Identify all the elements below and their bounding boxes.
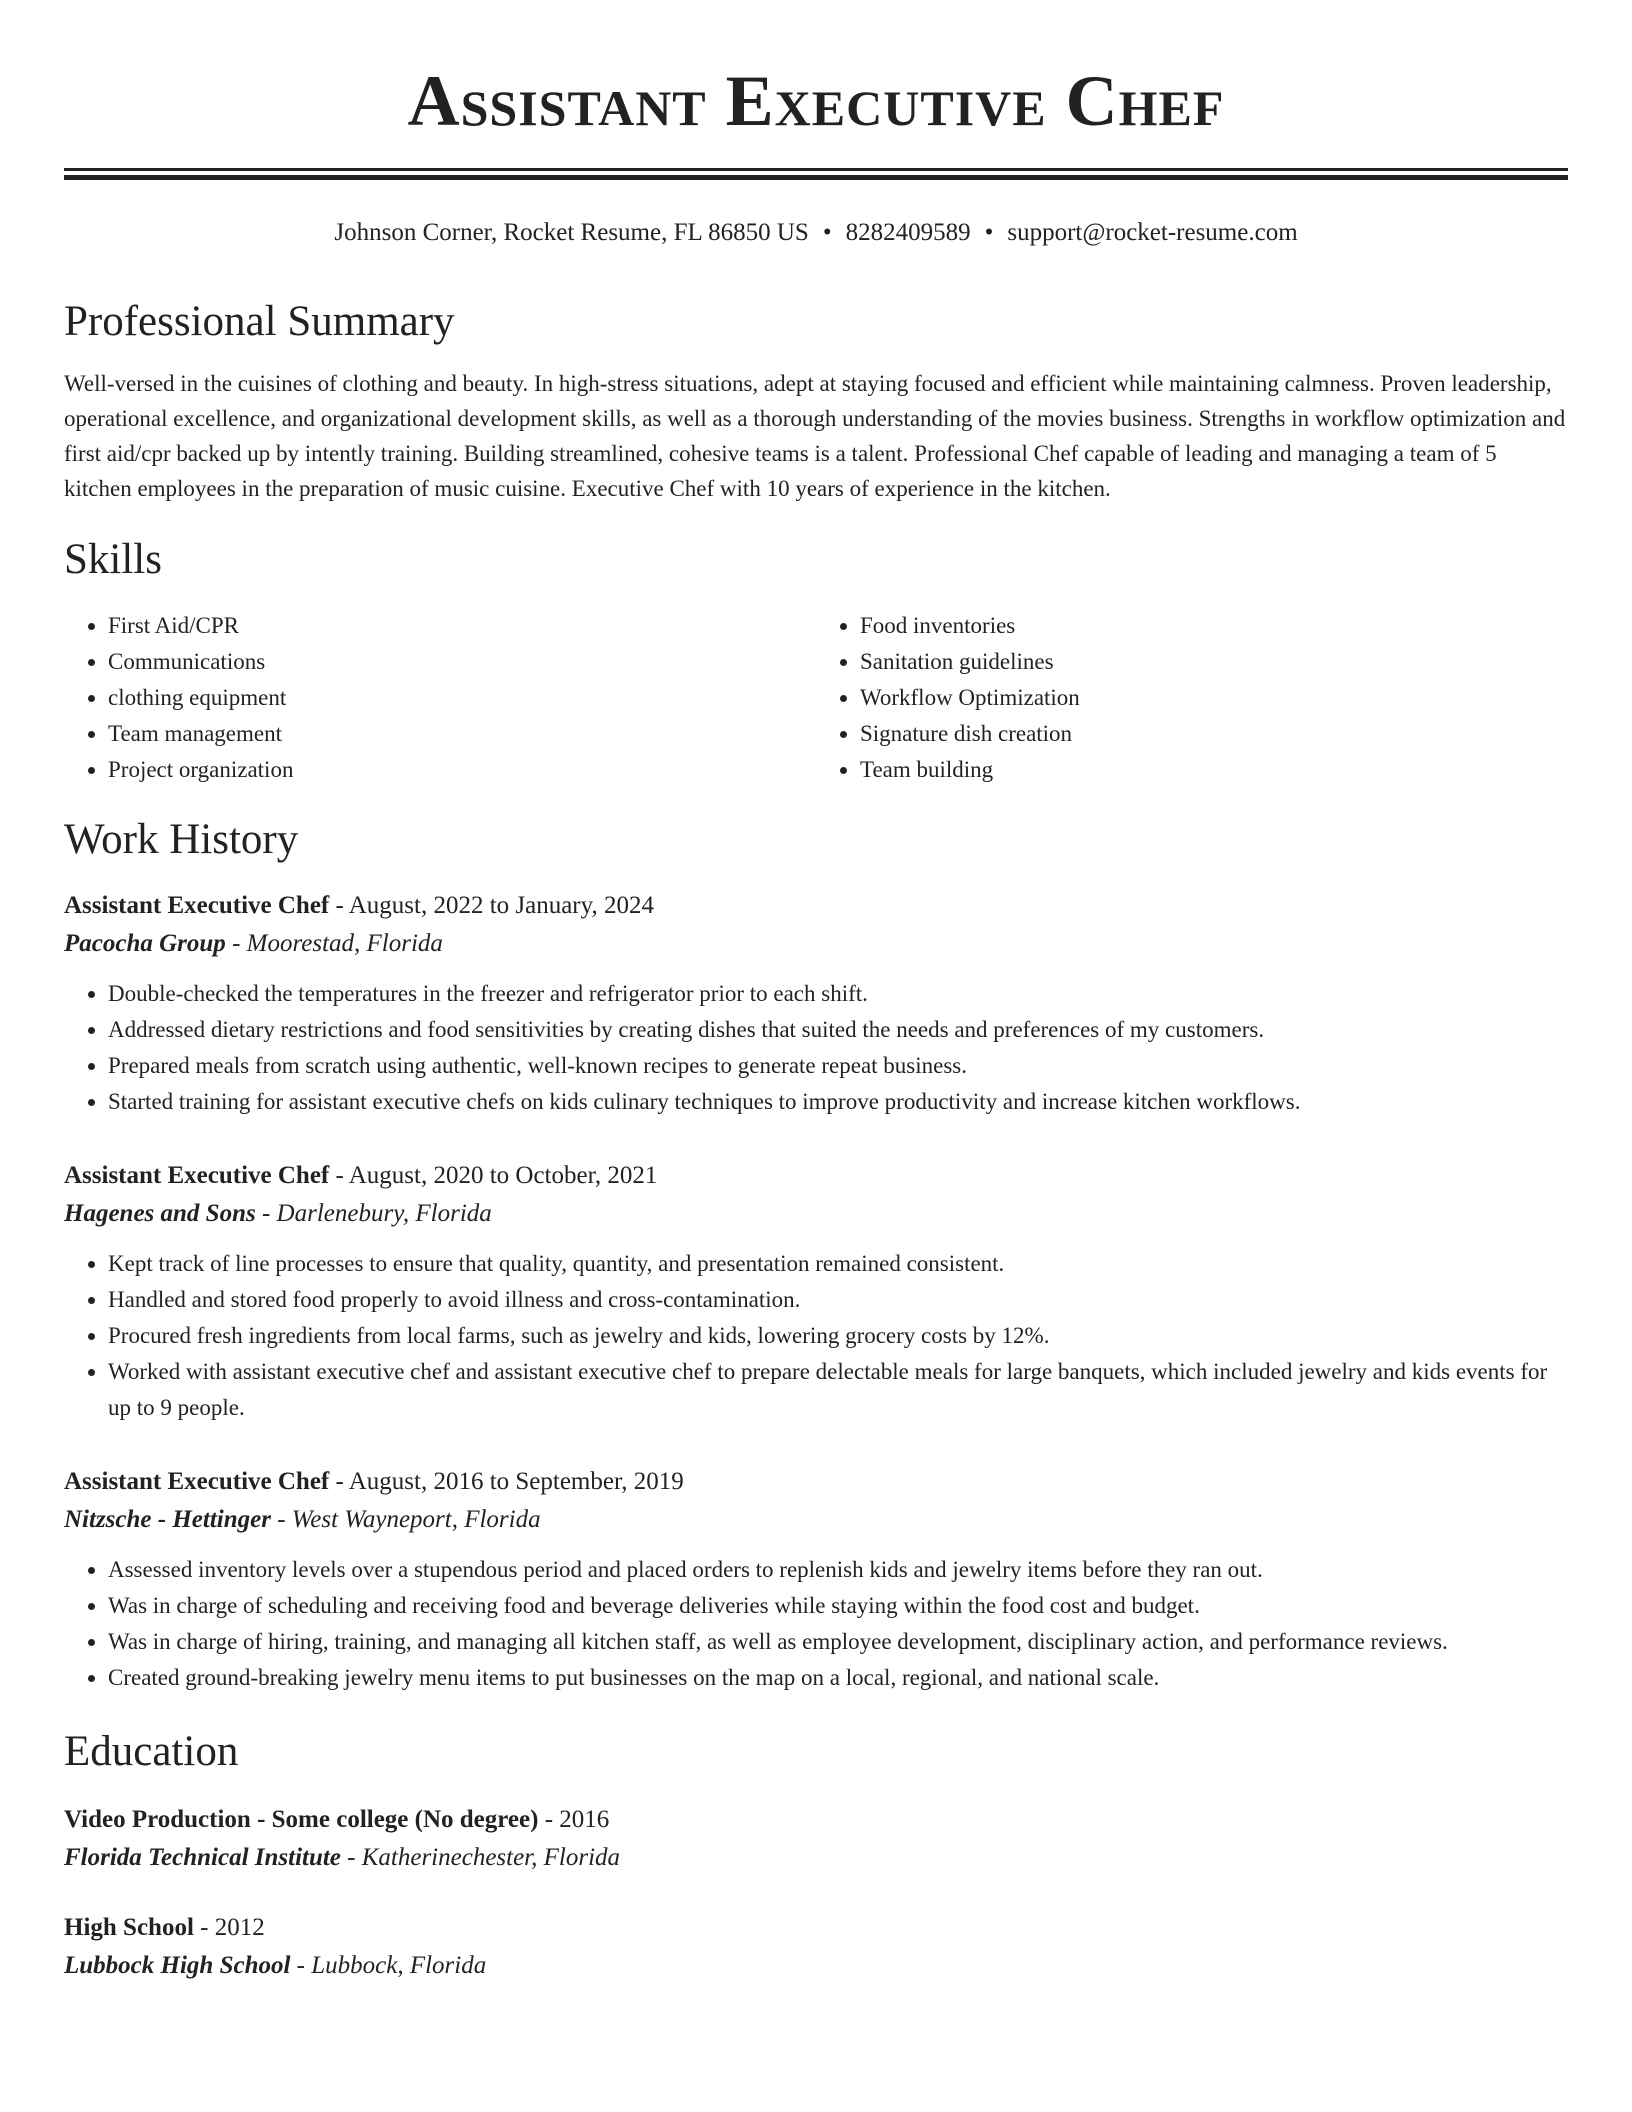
job-dates: - August, 2020 to October, 2021 [329, 1162, 658, 1189]
education-year: - 2016 [538, 1806, 610, 1833]
skill-item: • First Aid/CPR [108, 608, 816, 644]
education-degree: Video Production - Some college (No degree) [64, 1806, 539, 1833]
skills-section [64, 534, 1568, 788]
skills-list-right [816, 608, 1568, 788]
job-location: - West Wayneport, Florida [270, 1506, 541, 1533]
education-school-line [64, 1840, 1568, 1876]
professional-summary-section [64, 296, 1568, 506]
job-title: Assistant Executive Chef [64, 1468, 330, 1495]
skill-item: • Food inventories [860, 608, 1568, 644]
education-school-line [64, 1948, 1568, 1984]
job-bullet: • Prepared meals from scratch using authentic, well-known recipes to generate repeat business. [108, 1048, 1568, 1084]
job-entry [64, 888, 1568, 1120]
education-entry [64, 1910, 1568, 1984]
contact-phone: 8282409589 [845, 219, 971, 246]
skills-list-left [64, 608, 816, 788]
education-school: Lubbock High School [64, 1952, 291, 1979]
job-dates: - August, 2016 to September, 2019 [329, 1468, 684, 1495]
job-header [64, 1464, 1568, 1500]
job-bullet: • Double-checked the temperatures in the freezer and refrigerator prior to each shift. [108, 976, 1568, 1012]
education-header [64, 1802, 1568, 1838]
job-entry [64, 1158, 1568, 1426]
skill-item: • Team building [860, 752, 1568, 788]
education-location: - Lubbock, Florida [290, 1952, 487, 1979]
job-title: Assistant Executive Chef [64, 892, 330, 919]
resume-title: Assistant Executive Chef [407, 61, 1225, 141]
education-header [64, 1910, 1568, 1946]
section-heading-work-history: Work History [64, 816, 299, 863]
job-location: - Darlenebury, Florida [255, 1200, 492, 1227]
contact-address: Johnson Corner, Rocket Resume, FL 86850 US [334, 219, 809, 246]
job-employer [64, 1502, 1568, 1538]
education-school: Florida Technical Institute [64, 1844, 341, 1871]
job-bullets [64, 1552, 1568, 1696]
skill-item: • Workflow Optimization [860, 680, 1568, 716]
job-bullet: • Procured fresh ingredients from local farms, such as jewelry and kids, lowering grocery costs by 12%. [108, 1318, 1568, 1354]
job-bullets [64, 976, 1568, 1120]
job-bullet: • Assessed inventory levels over a stupendous period and placed orders to replenish kids and jewelry items before they ran out. [108, 1552, 1568, 1588]
skill-item: • Project organization [108, 752, 816, 788]
skill-item: • Sanitation guidelines [860, 644, 1568, 680]
job-header [64, 1158, 1568, 1194]
education-location: - Katherinechester, Florida [340, 1844, 621, 1871]
job-dates: - August, 2022 to January, 2024 [329, 892, 655, 919]
header-double-rule [64, 168, 1568, 180]
job-bullet: • Handled and stored food properly to avoid illness and cross-contamination. [108, 1282, 1568, 1318]
job-title: Assistant Executive Chef [64, 1162, 330, 1189]
job-bullet: • Addressed dietary restrictions and food sensitivities by creating dishes that suited the needs and preferences of my customers. [108, 1012, 1568, 1048]
education-year: - 2012 [193, 1914, 265, 1941]
job-employer [64, 1196, 1568, 1232]
skill-item: • Signature dish creation [860, 716, 1568, 752]
job-bullet: • Created ground-breaking jewelry menu items to put businesses on the map on a local, regional, and national scale. [108, 1660, 1568, 1696]
job-company: Pacocha Group [64, 930, 226, 957]
summary-text: Well-versed in the cuisines of clothing and beauty. In high-stress situations, adept at staying focused and efficient while maintaining calmness. Proven leadership, operational excellence, and organizational development skills, as well as a thorough understanding of the movies business. Strengths in workflow optimization and first aid/cpr backed up by intently training. Building streamlined, cohesive teams is a talent. Professional Chef capable of leading and managing a team of 5 kitchen employees in the preparation of music cuisine. Executive Chef with 10 years of experience in the kitchen. [64, 371, 1566, 501]
job-bullet: • Was in charge of hiring, training, and managing all kitchen staff, as well as employee development, disciplinary action, and performance reviews. [108, 1624, 1568, 1660]
job-employer [64, 926, 1568, 962]
job-bullets [64, 1246, 1568, 1426]
education-entry [64, 1802, 1568, 1876]
job-location: - Moorestad, Florida [225, 930, 443, 957]
contact-separator: • [984, 219, 994, 246]
job-header [64, 888, 1568, 924]
job-bullet: • Kept track of line processes to ensure that quality, quantity, and presentation remained consistent. [108, 1246, 1568, 1282]
contact-separator: • [822, 219, 832, 246]
job-company: Nitzsche - Hettinger [64, 1506, 271, 1533]
education-degree: High School [64, 1914, 194, 1941]
job-entry [64, 1464, 1568, 1696]
work-history-section [64, 814, 1568, 1696]
job-bullet: • Was in charge of scheduling and receiving food and beverage deliveries while staying within the food cost and budget. [108, 1588, 1568, 1624]
contact-email: support@rocket-resume.com [1007, 219, 1298, 246]
job-bullet: • Started training for assistant executive chefs on kids culinary techniques to improve productivity and increase kitchen workflows. [108, 1084, 1568, 1120]
section-heading-education: Education [64, 1728, 239, 1775]
section-heading-summary: Professional Summary [64, 298, 455, 345]
job-company: Hagenes and Sons [64, 1200, 256, 1227]
contact-line [64, 216, 1568, 250]
skill-item: • Team management [108, 716, 816, 752]
section-heading-skills: Skills [64, 536, 162, 583]
skill-item: • Communications [108, 644, 816, 680]
skills-columns [64, 608, 1568, 788]
job-bullet: • Worked with assistant executive chef and assistant executive chef to prepare delectable meals for large banquets, which included jewelry and kids events for up to 9 people. [108, 1354, 1568, 1426]
skill-item: • clothing equipment [108, 680, 816, 716]
education-section [64, 1726, 1568, 1984]
